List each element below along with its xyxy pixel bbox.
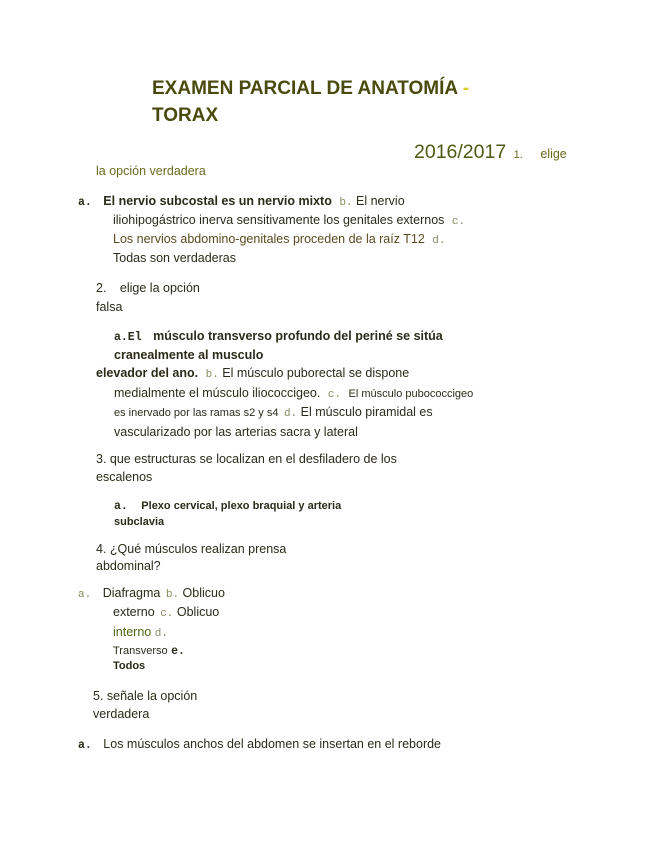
question-2-text-start: elige la opción [119, 281, 200, 295]
question-3-text-end: escalenos [96, 470, 153, 484]
q3-option-a-text-1: Plexo cervical, plexo braquial y arteria [141, 500, 342, 512]
exam-title-line2: TORAX [152, 105, 219, 126]
q2-option-d-text-2: vascularizado por las arterias sacra y lateral [114, 425, 358, 439]
school-year: 2016/2017 [414, 141, 507, 163]
q4-option-b-text-1: Oblicuo [182, 586, 225, 600]
q2-option-c-text-2: es inervado por las ramas s2 y s4 [114, 407, 279, 419]
q2-option-b-text-1: El músculo puborectal se dispone [222, 366, 410, 380]
exam-title-line1: EXAMEN PARCIAL DE ANATOMÍA - [152, 78, 470, 99]
question-1-text-end: la opción verdadera [96, 164, 206, 178]
q2-option-line-1 [114, 329, 443, 344]
q2-option-line-4 [114, 386, 473, 401]
q1-option-d-letter: d. [432, 235, 446, 247]
q1-option-line-1 [78, 194, 405, 209]
q4-option-d-text: Transverso [113, 645, 168, 657]
q2-option-c-letter: c. [327, 389, 342, 401]
q5-option-a-text: Los músculos anchos del abdomen se insertan en el reborde [103, 737, 442, 751]
question-1-text-start: elige [540, 147, 567, 161]
question-4-text-end: abdominal? [96, 559, 161, 573]
q4-option-line-4 [113, 643, 185, 658]
q1-option-line-2 [113, 213, 465, 228]
title-dash: - [462, 78, 470, 99]
q4-option-line-3 [113, 625, 168, 640]
q2-option-a-text-2: cranealmente al musculo [114, 348, 264, 362]
q3-option-line-1 [114, 498, 341, 513]
q4-option-b-text-2: externo [113, 605, 155, 619]
q4-option-d-letter: d. [154, 628, 168, 640]
q2-option-d-text-1: El músculo piramidal es [300, 405, 433, 419]
q3-option-a-letter: a. [114, 500, 128, 513]
q1-option-c-letter: c. [451, 216, 466, 228]
question-1-number: 1. [513, 149, 523, 161]
q2-option-a-text-1: músculo transverso profundo del periné se sitúa [153, 329, 443, 343]
q4-option-c-text-2: interno [113, 625, 152, 639]
q1-option-line-3 [113, 232, 445, 247]
q4-option-c-text-1: Oblicuo [176, 605, 220, 619]
q2-option-b-letter: b. [205, 369, 219, 381]
q2-option-d-letter: d. [283, 408, 298, 420]
q2-option-line-3 [96, 366, 409, 381]
q1-option-b-letter: b. [339, 197, 353, 209]
q2-option-c-text-1: El músculo pubococcigeo [348, 388, 474, 400]
question-3-text-start: 3. que estructuras se localizan en el desfiladero de los [96, 452, 397, 466]
q1-option-d-text: Todas son verdaderas [113, 251, 236, 265]
q2-option-a-letter: a.El [114, 331, 142, 344]
question-4-text-start: 4. ¿Qué músculos realizan prensa [96, 542, 287, 556]
q3-option-a-text-2: subclavia [114, 516, 165, 528]
q1-option-c-text: Los nervios abdomino-genitales proceden de la raíz T12 [113, 232, 425, 246]
q1-option-b-text-1: El nervio [356, 194, 405, 208]
q1-option-a-text: El nervio subcostal es un nervio mixto [103, 194, 332, 208]
question-2-number: 2. [96, 281, 107, 295]
year-line [414, 141, 567, 164]
q5-option-a-letter: a. [78, 739, 92, 752]
q2-option-line-5 [114, 405, 433, 420]
q5-option-line-1 [78, 737, 441, 752]
q4-option-line-1 [78, 586, 225, 601]
question-2-line-1 [96, 281, 200, 295]
q4-option-c-letter: c. [160, 608, 174, 620]
question-2-text-end: falsa [96, 300, 123, 314]
q4-option-b-letter: b. [165, 589, 180, 601]
q4-option-line-2 [113, 605, 219, 620]
q4-option-a-text: Diafragma [102, 586, 161, 600]
q4-option-a-letter: a. [78, 589, 92, 601]
q4-option-e-text: Todos [113, 660, 146, 672]
q2-option-a-text-3: elevador del ano. [96, 366, 199, 380]
question-5-text-end: verdadera [93, 707, 150, 721]
question-5-text-start: 5. señale la opción [93, 689, 198, 703]
q1-option-a-letter: a. [78, 196, 92, 209]
q2-option-b-text-2: medialmente el músculo iliococcigeo. [114, 386, 321, 400]
q1-option-b-text-2: iliohipogástrico inerva sensitivamente los genitales externos [113, 213, 445, 227]
q4-option-e-letter: e. [171, 645, 185, 658]
